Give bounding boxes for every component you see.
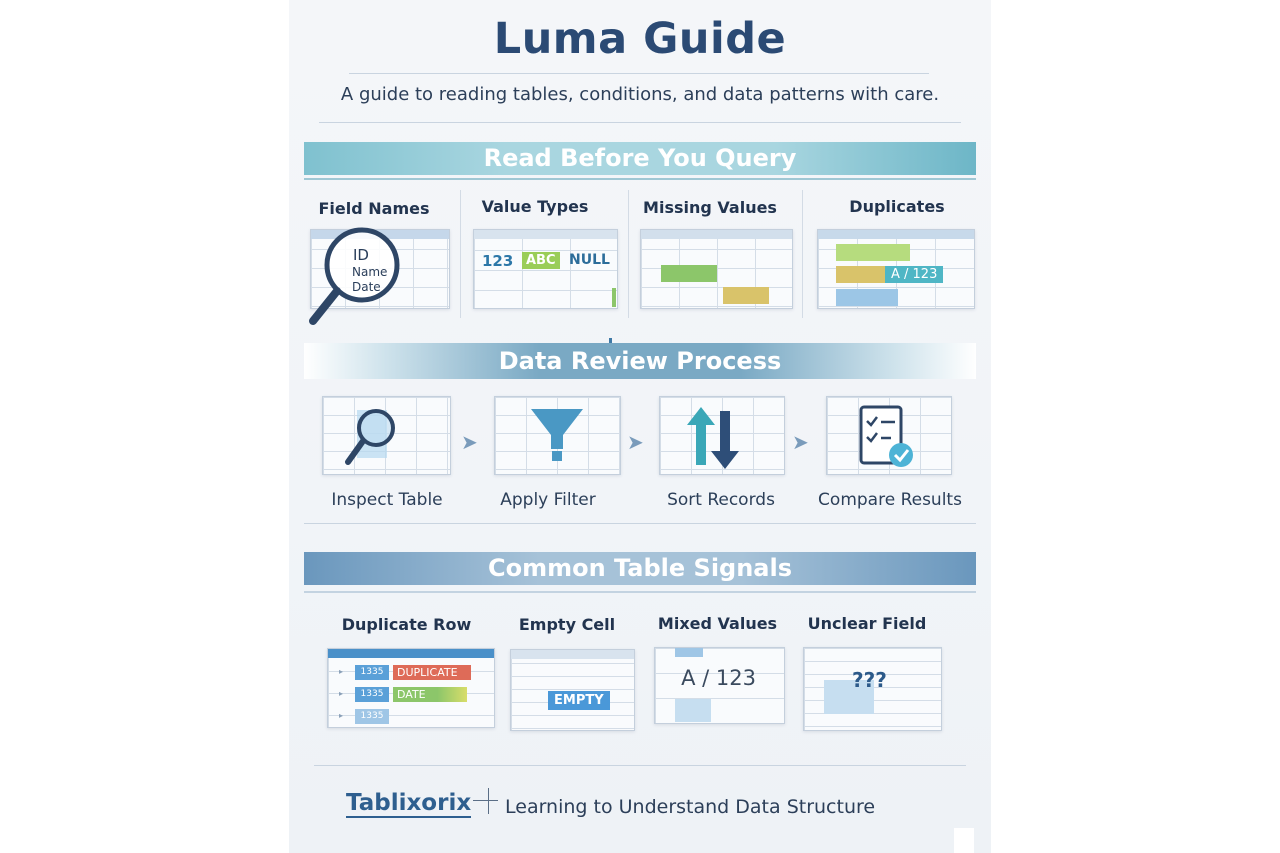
section-banner-data-review: Data Review Process [304, 343, 976, 379]
footer-brand: Tablixorix [346, 790, 472, 816]
type-number: 123 [482, 252, 514, 270]
card-divider [802, 190, 803, 318]
empty-cell-table [510, 649, 635, 731]
corner-patch [954, 828, 974, 853]
row-number: 1335 [355, 687, 389, 702]
card-divider [460, 190, 461, 318]
sort-arrows-icon [685, 405, 745, 471]
step-label-filter: Apply Filter [500, 490, 596, 510]
funnel-icon [529, 405, 589, 467]
card-label-missing-values: Missing Values [643, 198, 777, 217]
card-label-value-types: Value Types [481, 197, 589, 216]
section-underline [304, 591, 976, 593]
duplicate-value-tag: A / 123 [885, 266, 943, 283]
magnifier-icon [341, 404, 411, 470]
row-marker: ▸ [339, 667, 344, 676]
missing-values-table [640, 229, 793, 309]
section-banner-table-signals: Common Table Signals [304, 552, 976, 585]
section-underline [304, 178, 976, 180]
row-number: 1335 [355, 709, 389, 724]
footer-tagline: Learning to Understand Data Structure [505, 796, 876, 818]
row-number: 1335 [355, 665, 389, 680]
footer-separator [473, 800, 498, 801]
title-divider [349, 73, 929, 74]
flow-arrow: ➤ [792, 430, 809, 454]
card-label-duplicate-row: Duplicate Row [341, 615, 472, 634]
type-text: ABC [522, 252, 560, 269]
field-id: ID [353, 246, 369, 264]
unclear-mark: ??? [852, 668, 887, 692]
footer-divider [314, 765, 966, 766]
section-divider [304, 523, 976, 524]
empty-tag: EMPTY [548, 691, 610, 710]
card-label-duplicates: Duplicates [849, 197, 945, 216]
card-label-unclear-field: Unclear Field [807, 614, 927, 633]
duplicate-tag: DUPLICATE [393, 665, 471, 680]
step-label-compare: Compare Results [818, 490, 962, 510]
row-marker: ▸ [339, 711, 344, 720]
row-marker: ▸ [339, 689, 344, 698]
flow-arrow: ➤ [461, 430, 478, 454]
flow-arrow: ➤ [627, 430, 644, 454]
field-name: Name [352, 265, 388, 279]
page-subtitle: A guide to reading tables, conditions, and data patterns with care. [340, 84, 940, 105]
step-label-sort: Sort Records [667, 490, 775, 510]
section-banner-read-before-query: Read Before You Query [304, 142, 976, 175]
card-divider [628, 190, 629, 318]
field-date: Date [352, 280, 381, 294]
footer-separator [488, 788, 489, 814]
checklist-icon [857, 405, 919, 471]
card-label-field-names: Field Names [318, 199, 430, 218]
mixed-value-text: A / 123 [681, 666, 756, 690]
date-tag: DATE [393, 687, 467, 702]
card-label-empty-cell: Empty Cell [518, 615, 616, 634]
card-label-mixed-values: Mixed Values [657, 614, 778, 633]
type-null: NULL [569, 252, 610, 268]
page-title: Luma Guide [493, 14, 787, 64]
subtitle-divider [319, 122, 961, 123]
step-label-inspect: Inspect Table [331, 490, 443, 510]
guide-poster [289, 0, 991, 853]
